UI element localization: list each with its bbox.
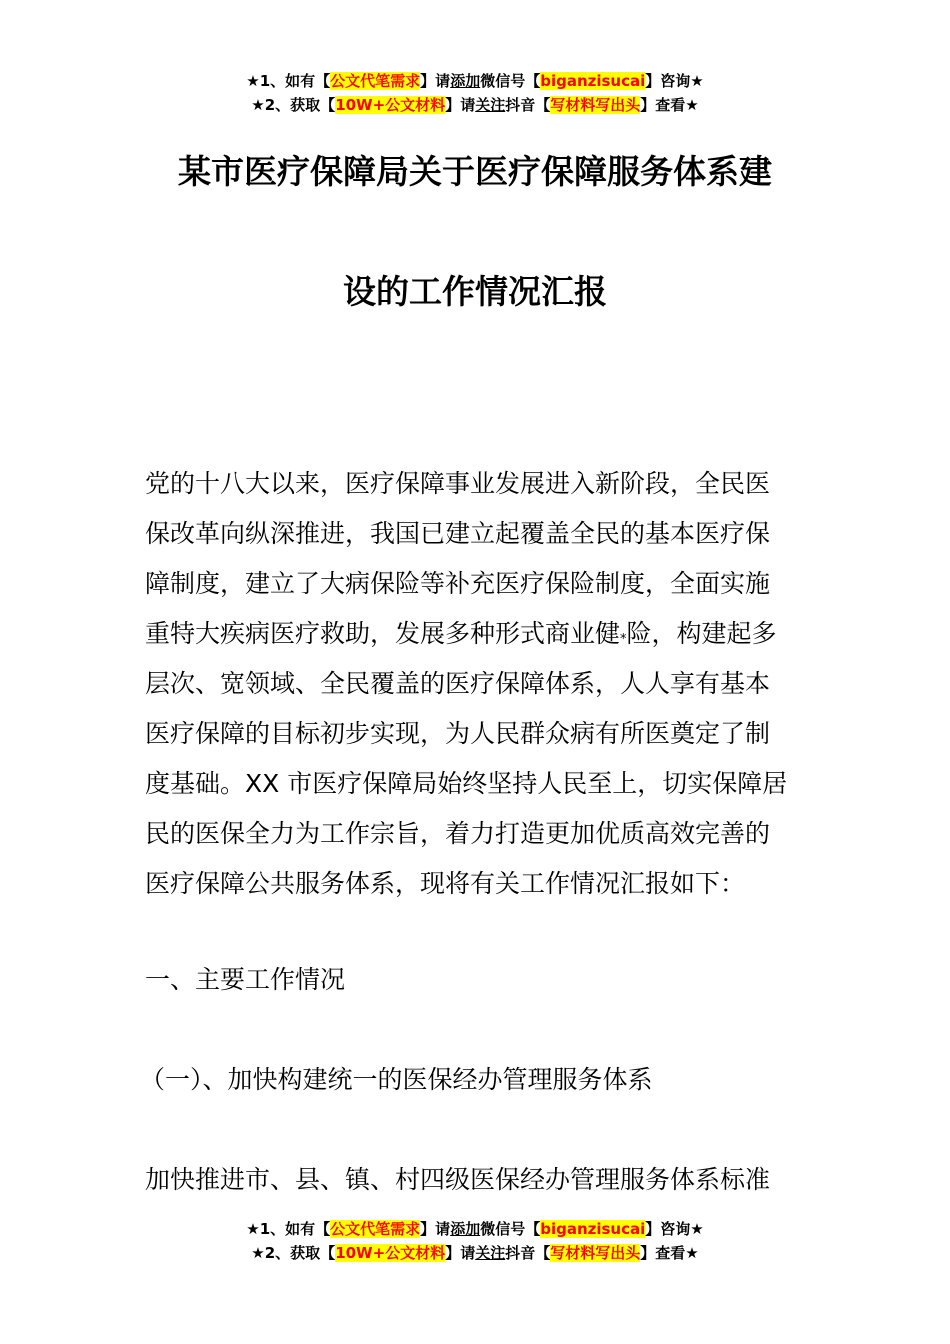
footer-ad-line-1 <box>0 1218 950 1240</box>
paragraph-intro <box>145 459 810 909</box>
ad-highlight: 写材料写出头 <box>550 1244 641 1262</box>
paragraph-line: 加快推进市、县、镇、村四级医保经办管理服务体系标准 <box>145 1165 771 1194</box>
ad-text: ★1、如有【 <box>246 1220 331 1238</box>
asterisk-mark: * <box>620 632 627 647</box>
ad-text: ★1、如有【 <box>246 72 331 90</box>
ad-text: 抖音【 <box>505 96 551 114</box>
ad-text: ★2、获取【 <box>251 96 336 114</box>
paragraph-line: 度基础。XX 市医疗保障局始终坚持人民至上，切实保障居 <box>145 769 788 798</box>
ad-text: 】咨询★ <box>645 72 704 90</box>
ad-text: 】请 <box>445 96 476 114</box>
paragraph-line: 保改革向纵深推进，我国已建立起覆盖全民的基本医疗保 <box>145 519 771 548</box>
footer-ad-line-2 <box>0 1242 950 1264</box>
paragraph-line: 医疗保障公共服务体系，现将有关工作情况汇报如下： <box>145 869 746 898</box>
paragraph-line: 党的十八大以来，医疗保障事业发展进入新阶段，全民医 <box>145 469 771 498</box>
paragraph-line-with-mark <box>145 609 810 659</box>
ad-text: 】咨询★ <box>645 1220 704 1238</box>
header-ad-line-1 <box>0 70 950 92</box>
ad-text: 】查看★ <box>640 1244 699 1262</box>
ad-text: 微信号【 <box>480 1220 541 1238</box>
ad-highlight: 写材料写出头 <box>550 96 641 114</box>
header-ad-line-2 <box>0 94 950 116</box>
section-heading-1: 一、主要工作情况 <box>145 965 346 994</box>
ad-underline: 添加 <box>450 72 481 90</box>
paragraph-line: 医疗保障的目标初步实现，为人民群众病有所医奠定了制 <box>145 719 771 748</box>
document-title-line-2: 设的工作情况汇报 <box>343 272 607 311</box>
paragraph-line: 民的医保全力为工作宗旨，着力打造更加优质高效完善的 <box>145 819 771 848</box>
ad-highlight: 10W+公文材料 <box>335 96 446 114</box>
ad-underline: 关注 <box>475 96 506 114</box>
ad-text: 】查看★ <box>640 96 699 114</box>
ad-text: 微信号【 <box>480 72 541 90</box>
document-title-line-1: 某市医疗保障局关于医疗保障服务体系建 <box>178 152 772 191</box>
paragraph-line: 障制度，建立了大病保险等补充医疗保险制度，全面实施 <box>145 569 771 598</box>
paragraph-line: 层次、宽领域、全民覆盖的医疗保障体系，人人享有基本 <box>145 669 771 698</box>
section-heading-2: （一）、加快构建统一的医保经办管理服务体系 <box>140 1065 653 1094</box>
paragraph-second <box>145 1155 810 1205</box>
ad-highlight: 10W+公文材料 <box>335 1244 446 1262</box>
ad-text: 】请 <box>420 1220 451 1238</box>
ad-highlight: biganzisucai <box>540 72 646 90</box>
ad-text: 】请 <box>445 1244 476 1262</box>
ad-text: 】请 <box>420 72 451 90</box>
ad-text: ★2、获取【 <box>251 1244 336 1262</box>
ad-highlight: 公文代笔需求 <box>330 72 421 90</box>
paragraph-text: 险，构建起多 <box>626 619 777 648</box>
ad-highlight: 公文代笔需求 <box>330 1220 421 1238</box>
ad-text: 抖音【 <box>505 1244 551 1262</box>
paragraph-text: 重特大疾病医疗救助，发展多种形式商业健 <box>145 619 621 648</box>
ad-underline: 关注 <box>475 1244 506 1262</box>
ad-underline: 添加 <box>450 1220 481 1238</box>
ad-highlight: biganzisucai <box>540 1220 646 1238</box>
